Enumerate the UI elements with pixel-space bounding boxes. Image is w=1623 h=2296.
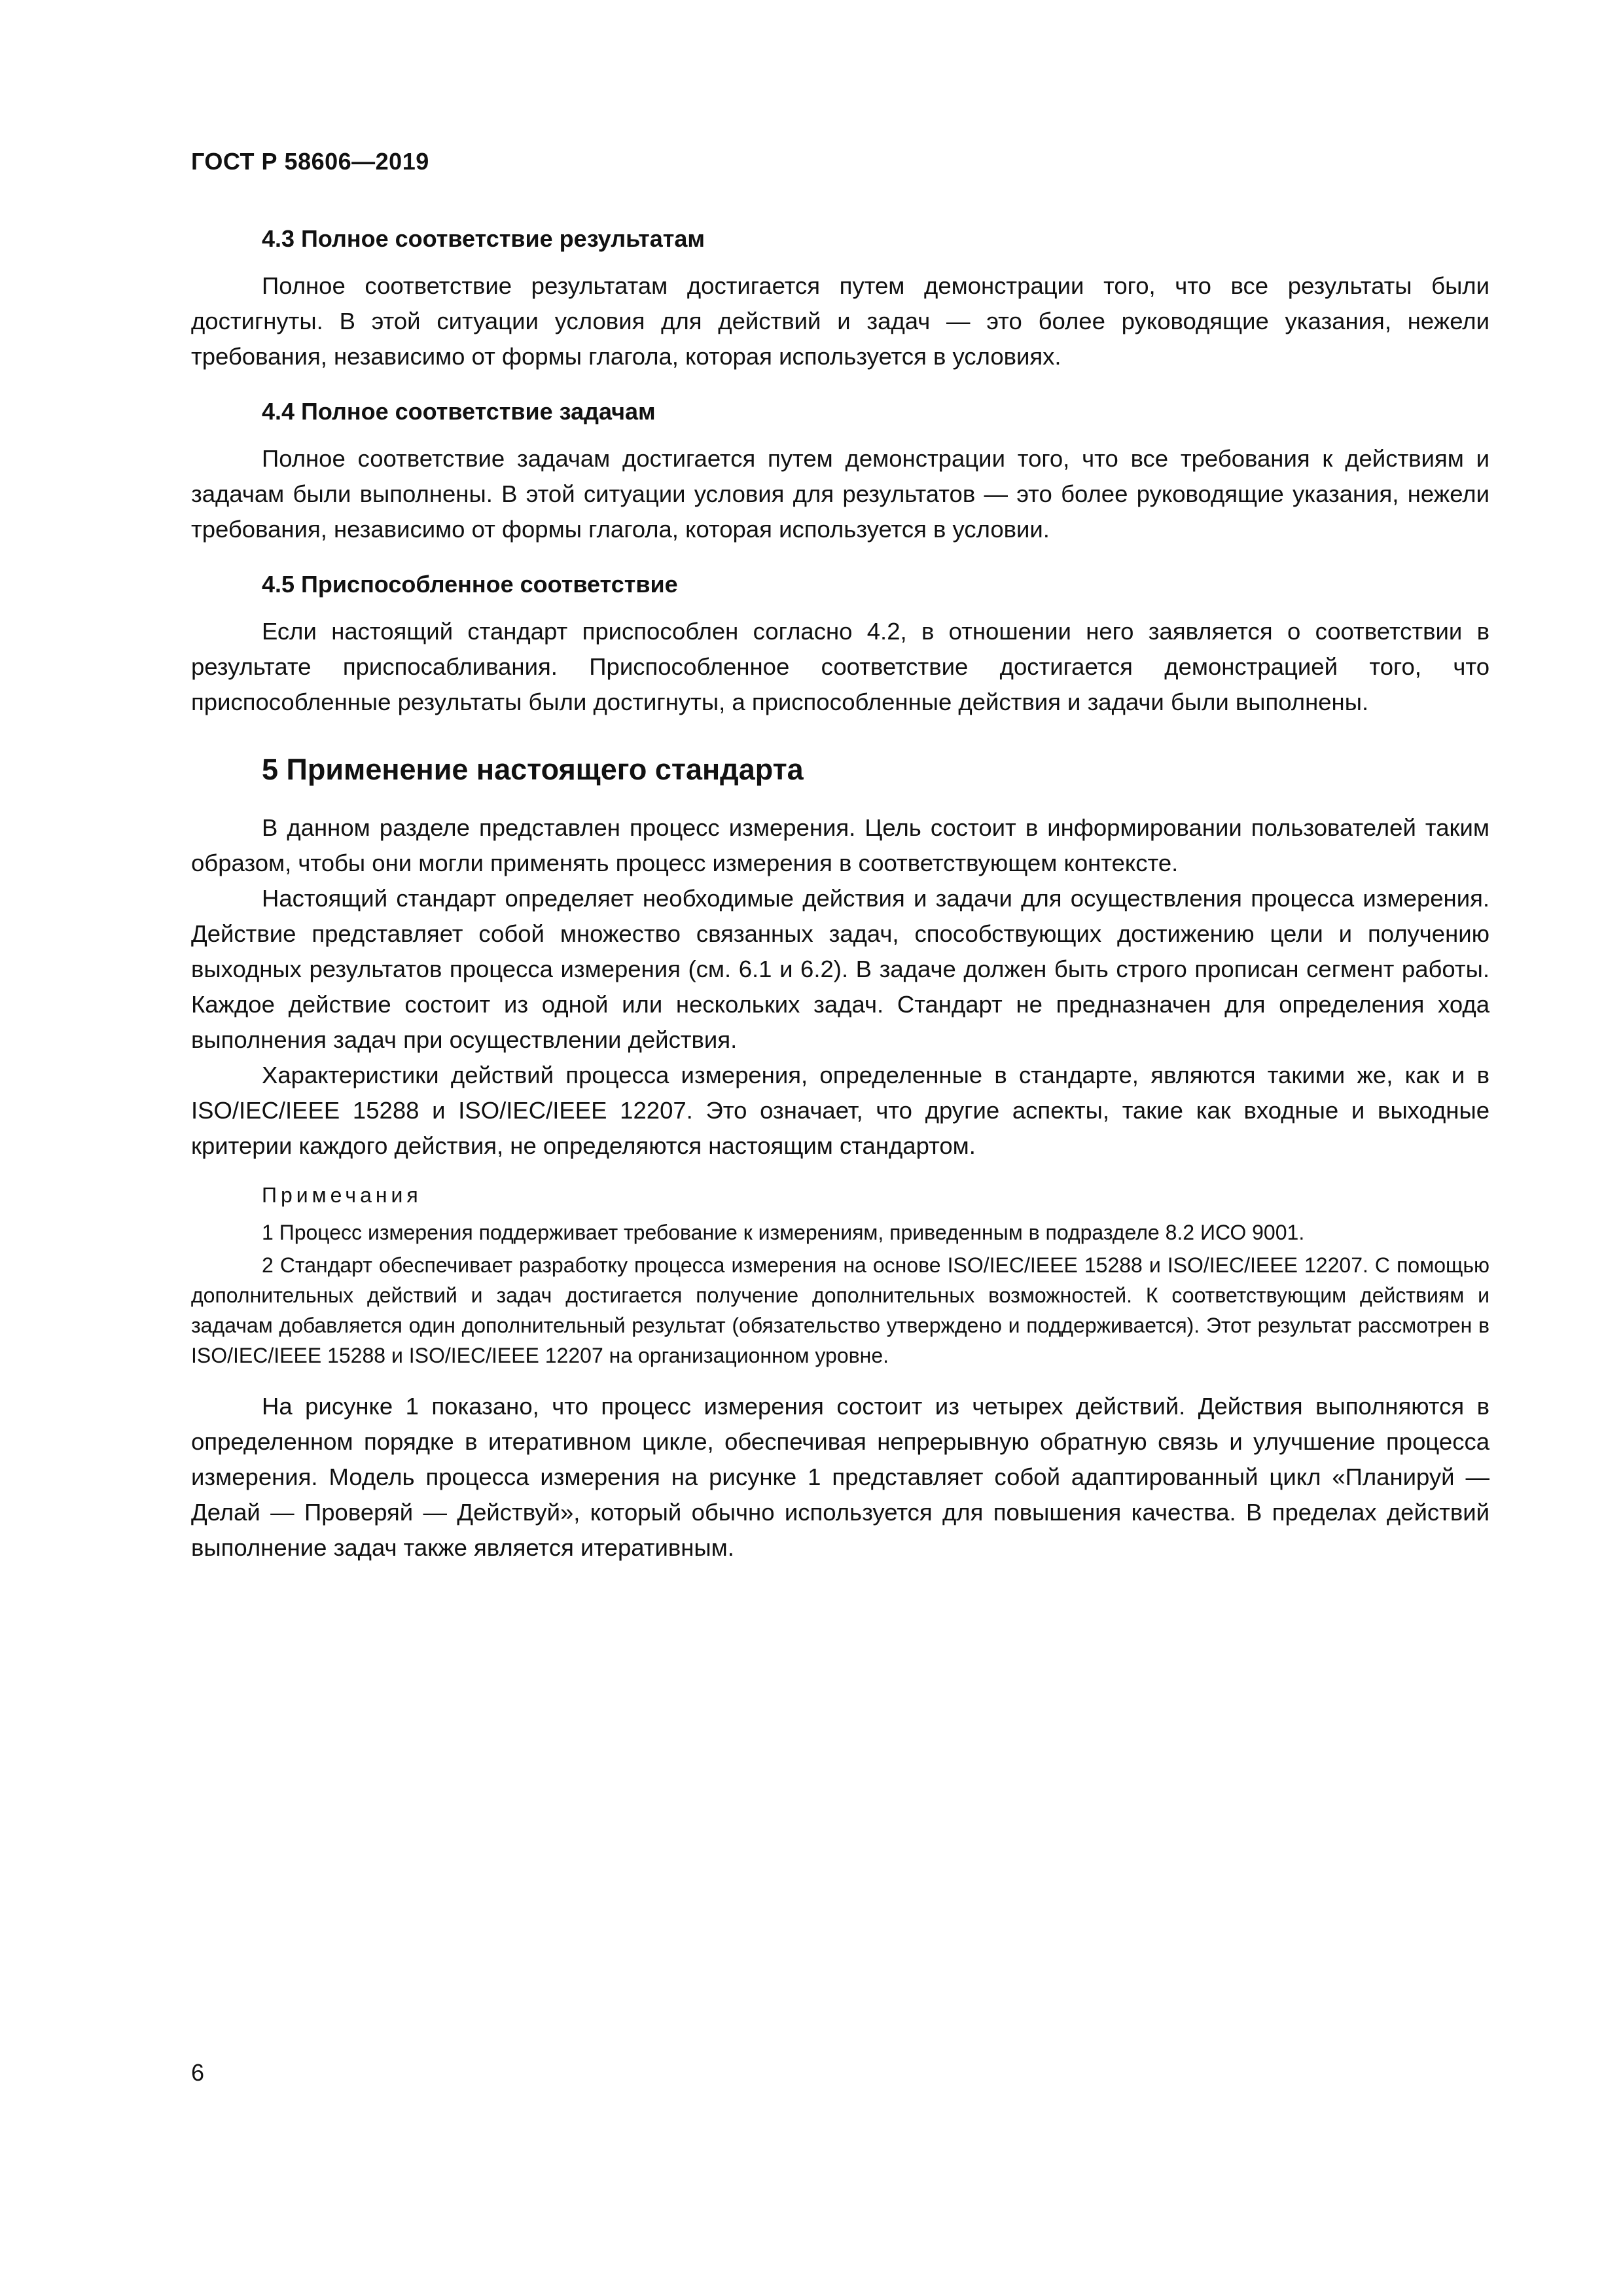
note-1: 1 Процесс измерения поддерживает требование к измерениям, приведенным в подразделе 8.2 ИСО 9001.: [262, 1221, 1305, 1244]
notes-title: Примечания: [262, 1183, 422, 1207]
document-code-header: ГОСТ Р 58606—2019: [191, 148, 429, 175]
section-4-3-title: 4.3 Полное соответствие результатам: [262, 225, 705, 252]
section-4-5-text: Если настоящий стандарт приспособлен согласно 4.2, в отношении него заявляется о соответствии в результате приспосабливания. Приспособленное соответствие достигается демонстрацией того, что приспособленные результаты были достигнуты, а приспособленные действия и задачи были выполнены.: [191, 618, 1489, 715]
section-4-3-text: Полное соответствие результатам достигается путем демонстрации того, что все результаты были достигнуты. В этой ситуации условия для действий и задач — это более руководящие указания, нежели требования, независимо от формы глагола, которая используется в условиях.: [191, 272, 1489, 370]
section-5-title: 5 Применение настоящего стандарта: [262, 753, 804, 786]
section-4-4-text: Полное соответствие задачам достигается путем демонстрации того, что все требования к действиям и задачам были выполнены. В этой ситуации условия для результатов — это более руководящие указания, нежели требования, независимо от формы глагола, которая используется в условии.: [191, 445, 1489, 543]
section-5-paragraph-4: На рисунке 1 показано, что процесс измерения состоит из четырех действий. Действия выполняются в определенном порядке в итеративном цикле, обеспечивая непрерывную обратную связь и улучшение процесса измерения. Модель процесса измерения на рисунке 1 представляет собой адаптированный цикл «Планируй — Делай — Проверяй — Действуй», который обычно используется для повышения качества. В пределах действий выполнение задач также является итеративным.: [191, 1393, 1489, 1561]
section-5-paragraph-2: Настоящий стандарт определяет необходимые действия и задачи для осуществления процесса измерения. Действие представляет собой множество связанных задач, способствующих достижению цели и получению выходных результатов процесса измерения (см. 6.1 и 6.2). В задаче должен быть строго прописан сегмент работы. Каждое действие состоит из одной или нескольких задач. Стандарт не предназначен для определения хода выполнения задач при осуществлении действия.: [191, 885, 1489, 1053]
page-number: 6: [191, 2059, 205, 2086]
section-4-4-title: 4.4 Полное соответствие задачам: [262, 398, 656, 425]
section-5-paragraph-3: Характеристики действий процесса измерения, определенные в стандарте, являются такими же, как и в ISO/IEC/IEEE 15288 и ISO/IEC/IEEE 12207. Это означает, что другие аспекты, такие как входные и выходные критерии каждого действия, не определяются настоящим стандартом.: [191, 1062, 1489, 1159]
note-2: 2 Стандарт обеспечивает разработку процесса измерения на основе ISO/IEC/IEEE 15288 и ISO/IEC/IEEE 12207. С помощью дополнительных действий и задач достигается получение дополнительных возможностей. К соответствующим действиям и задачам добавляется один дополнительный результат (обязательство утверждено и поддерживается). Этот результат рассмотрен в ISO/IEC/IEEE 15288 и ISO/IEC/IEEE 12207 на организационном уровне.: [191, 1253, 1489, 1367]
section-4-5-title: 4.5 Приспособленное соответствие: [262, 571, 678, 598]
document-body: [191, 221, 1489, 1566]
section-5-paragraph-1: В данном разделе представлен процесс измерения. Цель состоит в информировании пользователей таким образом, чтобы они могли применять процесс измерения в соответствующем контексте.: [191, 814, 1489, 876]
